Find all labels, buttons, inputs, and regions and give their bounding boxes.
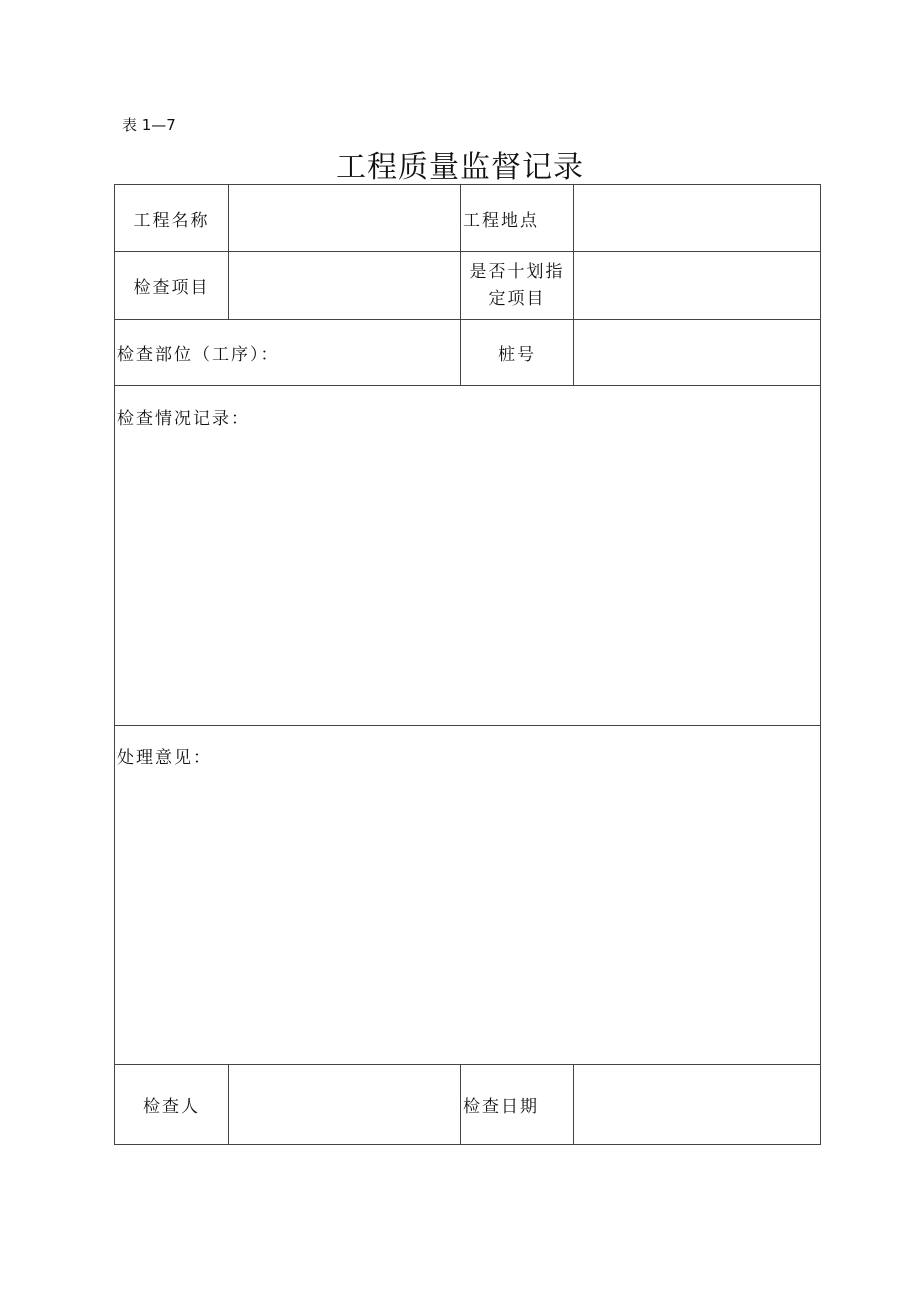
inspector-field[interactable] bbox=[229, 1065, 460, 1144]
stake-number-label: 桩号 bbox=[498, 345, 536, 365]
project-name-label: 工程名称 bbox=[133, 210, 210, 231]
inspection-part-label: 检查部位（工序）： bbox=[117, 345, 280, 365]
project-location-field[interactable] bbox=[574, 185, 820, 251]
designated-item-label-line1: 是否十划指 bbox=[469, 261, 565, 282]
form-number: 表 1—7 bbox=[122, 116, 176, 134]
inspection-date-field[interactable] bbox=[574, 1065, 820, 1144]
handling-opinion-area[interactable] bbox=[115, 770, 820, 1063]
project-location-label: 工程地点 bbox=[463, 210, 539, 231]
project-name-field[interactable] bbox=[229, 185, 460, 251]
designated-item-field[interactable] bbox=[574, 252, 820, 319]
inspector-label: 检查人 bbox=[143, 1097, 200, 1117]
designated-item-label-line2: 定项目 bbox=[488, 288, 546, 309]
inspection-item-label: 检查项目 bbox=[133, 278, 210, 298]
inspection-record-area[interactable] bbox=[115, 430, 820, 724]
inspection-record-label: 检查情况记录： bbox=[117, 409, 250, 429]
table-row-divider bbox=[114, 385, 821, 386]
table-border-right bbox=[820, 184, 821, 1145]
inspection-item-field[interactable] bbox=[229, 252, 460, 319]
table-column-divider bbox=[460, 1064, 461, 1145]
handling-opinion-label: 处理意见： bbox=[117, 748, 212, 768]
table-row-divider bbox=[114, 725, 821, 726]
stake-number-field[interactable] bbox=[574, 320, 820, 385]
table-border-bottom bbox=[114, 1144, 821, 1145]
page-title: 工程质量监督记录 bbox=[336, 150, 584, 184]
inspection-date-label: 检查日期 bbox=[463, 1097, 539, 1117]
designated-item-label bbox=[461, 252, 573, 319]
